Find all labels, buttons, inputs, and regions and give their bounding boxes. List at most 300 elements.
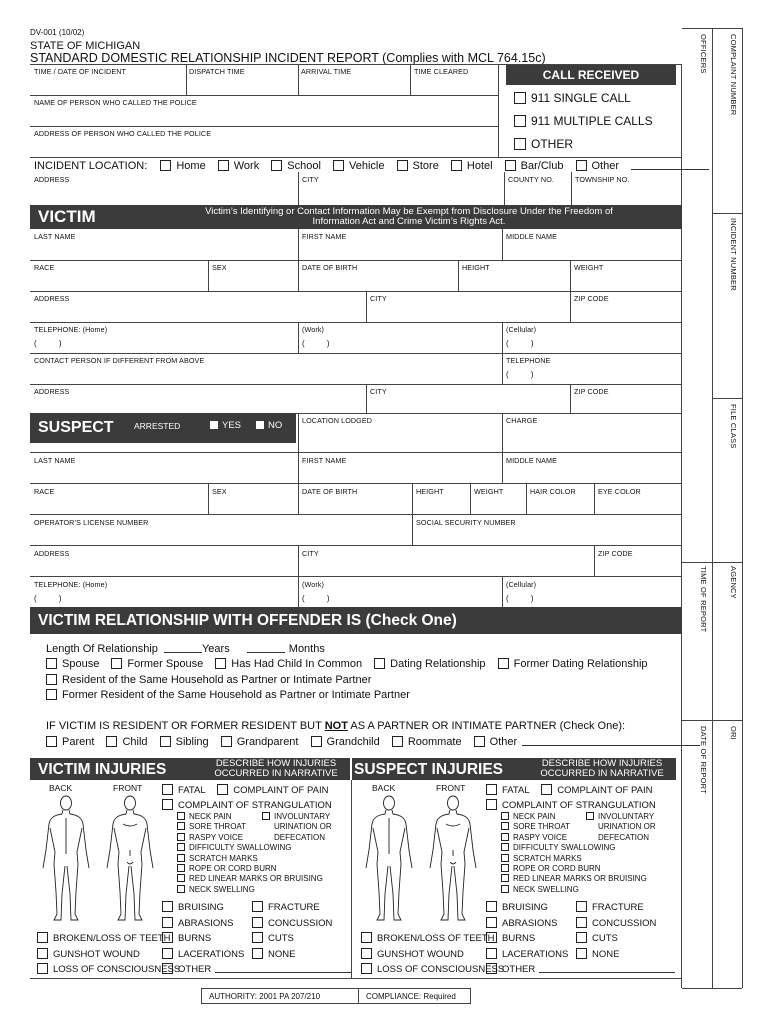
victim-height-label: HEIGHT <box>462 263 490 272</box>
suspect-back-body-diagram[interactable] <box>363 794 415 926</box>
checkbox[interactable] <box>576 160 587 171</box>
suspect-eye-label: EYE COLOR <box>598 487 641 496</box>
checkbox[interactable] <box>37 963 48 974</box>
injury-item[interactable] <box>37 962 180 978</box>
option-label: FATAL <box>502 785 530 796</box>
call-received-title: CALL RECEIVED <box>542 68 640 82</box>
victim-sex-label: SEX <box>212 263 227 272</box>
rel-resident[interactable] <box>46 674 371 686</box>
checkbox[interactable] <box>271 160 282 171</box>
checkbox[interactable] <box>486 901 497 912</box>
option-label: SORE THROAT <box>189 822 247 832</box>
loc-other-field[interactable] <box>631 160 709 170</box>
county-label: COUNTY NO. <box>508 175 554 184</box>
sign-item[interactable] <box>177 874 323 884</box>
victim-fatal[interactable] <box>162 785 206 796</box>
injury-item[interactable] <box>361 931 504 947</box>
option-label: Former Dating Relationship <box>513 658 648 670</box>
rule <box>30 452 682 453</box>
option-label: BURNS <box>502 933 536 945</box>
option-label: Resident of the Same Household as Partner or Intimate Partner <box>62 674 372 686</box>
sign-item[interactable] <box>501 874 647 884</box>
checkbox[interactable] <box>177 833 185 841</box>
checkbox[interactable] <box>501 833 509 841</box>
checkbox[interactable] <box>501 822 509 830</box>
rel-other[interactable] <box>474 736 518 748</box>
checkbox[interactable] <box>514 115 526 127</box>
option-label: INVOLUNTARY <box>274 812 331 821</box>
checkbox[interactable] <box>474 736 485 747</box>
suspect-injuries-title: SUSPECT INJURIES <box>354 761 504 778</box>
option-label: School <box>287 160 321 172</box>
suspect-strangulation[interactable] <box>486 799 656 811</box>
rule <box>298 229 299 260</box>
time-cleared-label: TIME CLEARED <box>414 67 469 76</box>
checkbox[interactable] <box>576 901 587 912</box>
checkbox[interactable] <box>576 932 587 943</box>
authority-text: AUTHORITY: 2001 PA 207/210 <box>209 992 321 1001</box>
checkbox[interactable] <box>160 736 171 747</box>
injury-item[interactable] <box>576 947 656 963</box>
option-label: URINATION OR <box>598 822 656 832</box>
sign-item[interactable] <box>177 843 323 853</box>
option-label: NO <box>268 420 283 431</box>
option-label: YES <box>222 420 242 431</box>
option-label: OTHER <box>178 964 212 976</box>
checkbox[interactable] <box>397 160 408 171</box>
option-label: FATAL <box>178 785 206 796</box>
sign-item[interactable] <box>501 885 647 895</box>
checkbox[interactable] <box>486 917 497 928</box>
ssn-label: SOCIAL SECURITY NUMBER <box>416 518 516 527</box>
victim-strangulation[interactable] <box>162 799 332 811</box>
option-911-multiple[interactable] <box>514 114 653 128</box>
side-rule <box>712 213 742 214</box>
loc-bar-club[interactable] <box>505 160 564 172</box>
area-code-field[interactable]: ( ) <box>506 370 534 379</box>
rule <box>298 322 299 353</box>
loc-store[interactable] <box>397 160 439 172</box>
relationship-row-1 <box>46 658 657 670</box>
checkbox[interactable] <box>586 812 594 820</box>
date-of-report-label: DATE OF REPORT <box>699 726 708 794</box>
sign-item[interactable] <box>501 854 647 864</box>
checkbox[interactable] <box>576 917 587 928</box>
injury-item[interactable] <box>361 962 504 978</box>
rule <box>498 64 499 157</box>
checkbox[interactable] <box>162 784 173 795</box>
suspect-injury-left <box>361 931 504 978</box>
injury-item[interactable] <box>576 931 656 947</box>
injury-item[interactable] <box>37 947 180 963</box>
rule <box>298 260 299 291</box>
sign-item[interactable] <box>177 864 323 874</box>
option-label: GUNSHOT WOUND <box>53 948 140 960</box>
sign-item[interactable] <box>501 864 647 874</box>
checkbox[interactable] <box>177 885 185 893</box>
checkbox[interactable] <box>501 885 509 893</box>
injury-item[interactable] <box>576 916 656 932</box>
option-label: ROPE OR CORD BURN <box>189 864 277 874</box>
victim-title: VICTIM <box>38 207 96 226</box>
suspect-involuntary[interactable] <box>586 812 656 843</box>
injury-item[interactable] <box>252 931 332 947</box>
checkbox[interactable] <box>162 799 173 810</box>
suspect-hair-label: HAIR COLOR <box>530 487 576 496</box>
suspect-complaint-pain[interactable] <box>541 785 652 796</box>
sign-item[interactable] <box>177 854 323 864</box>
rule <box>502 413 503 452</box>
suspect-front-label: FRONT <box>436 783 466 793</box>
relationship-header <box>30 607 682 634</box>
checkbox[interactable] <box>501 864 509 872</box>
victim-address-label: ADDRESS <box>34 294 70 303</box>
option-label: SCRATCH MARKS <box>513 853 582 863</box>
option-label: ABRASIONS <box>178 917 234 929</box>
option-label: OTHER <box>502 964 536 976</box>
checkbox[interactable] <box>252 932 263 943</box>
rule <box>208 483 209 514</box>
arrival-time-label: ARRIVAL TIME <box>301 67 352 76</box>
checkbox[interactable] <box>177 822 185 830</box>
form-title: STANDARD DOMESTIC RELATIONSHIP INCIDENT REPORT (Complies with MCL 764.15c) <box>30 51 546 65</box>
option-label: SCRATCH MARKS <box>189 853 258 863</box>
relationship-title: VICTIM RELATIONSHIP WITH OFFENDER IS (Check One) <box>38 612 457 629</box>
suspect-tel-cell-label: (Cellular) <box>506 580 537 589</box>
other-field[interactable] <box>539 963 675 973</box>
footer-box <box>201 988 471 1004</box>
checkbox[interactable] <box>361 948 372 959</box>
rule <box>502 452 503 483</box>
side-rule <box>682 720 742 721</box>
rule <box>298 413 299 452</box>
rule <box>412 514 413 545</box>
option-label: RED LINEAR MARKS OR BRUISING <box>513 874 647 884</box>
rule <box>358 989 359 1003</box>
victim-city-label: CITY <box>370 294 387 303</box>
checkbox[interactable] <box>541 784 552 795</box>
rule <box>504 172 505 205</box>
rule <box>298 483 299 514</box>
rule <box>366 384 367 413</box>
option-label: DIFFICULTY SWALLOWING <box>189 843 292 853</box>
victim-complaint-pain[interactable] <box>217 785 328 796</box>
suspect-injury-col2 <box>576 900 656 962</box>
injury-item[interactable] <box>37 931 180 947</box>
other-field[interactable] <box>215 963 351 973</box>
loc-home[interactable] <box>160 160 205 172</box>
option-label: OTHER <box>531 137 573 151</box>
rel-former-dating[interactable] <box>498 658 648 670</box>
side-rule <box>682 988 742 989</box>
checkbox[interactable] <box>221 736 232 747</box>
years-label: Years <box>201 643 230 655</box>
option-label: DEFECATION <box>598 832 649 842</box>
months-label: Months <box>288 643 325 655</box>
rule <box>470 483 471 514</box>
contact-zip-label: ZIP CODE <box>574 387 609 396</box>
checkbox[interactable] <box>46 674 57 685</box>
suspect-injuries-describe: DESCRIBE HOW INJURIES OCCURRED IN NARRATIVE <box>540 758 664 779</box>
option-label: GUNSHOT WOUND <box>377 948 464 960</box>
rule <box>30 384 682 385</box>
option-label: COMPLAINT OF PAIN <box>557 785 653 796</box>
checkbox[interactable] <box>451 160 462 171</box>
victim-zip-label: ZIP CODE <box>574 294 609 303</box>
rel-sibling[interactable] <box>160 736 209 748</box>
relationship-row-4 <box>46 736 700 748</box>
years-field[interactable] <box>164 643 202 653</box>
checkbox[interactable] <box>177 874 185 882</box>
dispatch-time-label: DISPATCH TIME <box>189 67 245 76</box>
option-label: COMPLAINT OF PAIN <box>233 785 329 796</box>
checkbox[interactable] <box>37 932 48 943</box>
victim-dob-label: DATE OF BIRTH <box>302 263 358 272</box>
rel-grandparent[interactable] <box>221 736 299 748</box>
length-label: Length Of Relationship <box>46 643 158 655</box>
option-label: NECK PAIN <box>513 812 556 821</box>
checkbox[interactable] <box>111 658 122 669</box>
rel-parent[interactable] <box>46 736 94 748</box>
option-label: NECK SWELLING <box>513 884 579 894</box>
call-received-header <box>506 65 676 85</box>
area-code-field[interactable]: ( ) <box>506 594 534 603</box>
suspect-back-label: BACK <box>372 783 396 793</box>
injury-item[interactable] <box>361 947 504 963</box>
rule <box>298 545 299 576</box>
option-label: Spouse <box>62 658 100 670</box>
rule <box>30 95 498 96</box>
area-code-field[interactable]: ( ) <box>302 594 330 603</box>
loc-vehicle[interactable] <box>333 160 384 172</box>
arrested-no[interactable] <box>256 420 282 431</box>
injury-item[interactable] <box>252 947 332 963</box>
suspect-zip-label: ZIP CODE <box>598 549 633 558</box>
suspect-header <box>30 413 296 443</box>
rel-former-spouse[interactable] <box>111 658 203 670</box>
checkbox[interactable] <box>333 160 344 171</box>
checkbox[interactable] <box>160 160 171 171</box>
victim-tel-work-label: (Work) <box>302 325 325 334</box>
loc-hotel[interactable] <box>451 160 493 172</box>
checkbox[interactable] <box>262 812 270 820</box>
side-rule <box>682 562 742 563</box>
compliance-text: COMPLIANCE: Required <box>366 992 456 1001</box>
victim-notice: Victim’s Identifying or Contact Information May be Exempt from Disclosure Under the Freedom of Information Act and Crime Victim’s Rights Act. <box>205 206 613 227</box>
officers-label: OFFICERS <box>699 34 708 74</box>
victim-tel-home-label: TELEPHONE: (Home) <box>34 325 108 334</box>
rule <box>30 291 682 292</box>
option-label: ROPE OR CORD BURN <box>513 864 601 874</box>
rel-spouse[interactable] <box>46 658 99 670</box>
checkbox[interactable] <box>177 854 185 862</box>
area-code-field[interactable]: ( ) <box>34 594 62 603</box>
area-code-field[interactable]: ( ) <box>506 339 534 348</box>
rule <box>366 291 367 322</box>
checkbox[interactable] <box>217 784 228 795</box>
rel-child-in-common[interactable] <box>215 658 362 670</box>
state-name: STATE OF MICHIGAN <box>30 40 141 52</box>
rule <box>570 260 571 291</box>
victim-race-label: RACE <box>34 263 55 272</box>
contact-telephone-label: TELEPHONE <box>506 356 551 365</box>
option-label: Other <box>489 736 518 748</box>
checkbox[interactable] <box>215 658 226 669</box>
injury-item[interactable] <box>162 962 351 978</box>
time-of-report-label: TIME OF REPORT <box>699 566 708 633</box>
checkbox[interactable] <box>218 160 229 171</box>
resident-question <box>46 720 625 732</box>
checkbox[interactable] <box>177 812 185 820</box>
checkbox[interactable] <box>361 963 372 974</box>
loc-work[interactable] <box>218 160 259 172</box>
rule <box>571 172 572 205</box>
checkbox[interactable] <box>37 948 48 959</box>
loc-school[interactable] <box>271 160 321 172</box>
charge-label: CHARGE <box>506 416 538 425</box>
victim-first-name-label: FIRST NAME <box>302 232 347 241</box>
rule <box>298 172 299 205</box>
option-label: DIFFICULTY SWALLOWING <box>513 843 616 853</box>
option-label: COMPLAINT OF STRANGULATION <box>502 800 656 811</box>
victim-injury-left <box>37 931 180 978</box>
victim-injury-col2 <box>252 900 332 962</box>
checkbox[interactable] <box>486 784 497 795</box>
option-label: RED LINEAR MARKS OR BRUISING <box>189 874 323 884</box>
option-911-single[interactable] <box>514 91 631 105</box>
loc-other[interactable] <box>576 160 620 172</box>
checkbox[interactable] <box>46 736 57 747</box>
contact-person-label: CONTACT PERSON IF DIFFERENT FROM ABOVE <box>34 356 205 365</box>
rule <box>458 260 459 291</box>
option-label: BROKEN/LOSS OF TEETH <box>377 933 495 944</box>
relationship-length-row <box>46 643 325 655</box>
rule <box>30 322 682 323</box>
checkbox[interactable] <box>498 658 509 669</box>
area-code-field[interactable]: ( ) <box>34 339 62 348</box>
checkbox[interactable] <box>374 658 385 669</box>
checkbox[interactable] <box>162 901 173 912</box>
option-label: LOSS OF CONSCIOUSNESS <box>53 964 181 976</box>
option-label: Bar/Club <box>520 160 564 172</box>
checkbox[interactable] <box>162 917 173 928</box>
rule <box>410 64 411 95</box>
checkbox[interactable] <box>177 864 185 872</box>
injury-item[interactable] <box>486 962 675 978</box>
checkbox[interactable] <box>392 736 403 747</box>
option-label: 911 MULTIPLE CALLS <box>531 114 653 128</box>
checkbox[interactable] <box>256 421 264 429</box>
option-label: FRACTURE <box>592 902 644 913</box>
option-label: NECK PAIN <box>189 812 232 821</box>
option-label: COMPLAINT OF STRANGULATION <box>178 800 332 811</box>
checkbox[interactable] <box>501 854 509 862</box>
option-label: CONCUSSION <box>592 917 657 929</box>
suspect-weight-label: WEIGHT <box>474 487 504 496</box>
rule <box>208 260 209 291</box>
rule <box>502 229 503 260</box>
victim-involuntary[interactable] <box>262 812 332 843</box>
checkbox[interactable] <box>311 736 322 747</box>
checkbox[interactable] <box>46 658 57 669</box>
option-label: LOSS OF CONSCIOUSNESS <box>377 964 505 976</box>
rel-roommate[interactable] <box>392 736 462 748</box>
checkbox[interactable] <box>576 948 587 959</box>
checkbox[interactable] <box>252 948 263 959</box>
suspect-front-body-diagram[interactable] <box>426 794 480 926</box>
checkbox[interactable] <box>514 138 526 150</box>
checkbox[interactable] <box>177 843 185 851</box>
option-label: Grandparent <box>236 736 299 748</box>
option-label: LACERATIONS <box>502 948 569 960</box>
checkbox[interactable] <box>361 932 372 943</box>
file-class-label: FILE CLASS <box>729 404 738 449</box>
sign-item[interactable] <box>177 885 323 895</box>
area-code-field[interactable]: ( ) <box>302 339 330 348</box>
rel-grandchild[interactable] <box>311 736 380 748</box>
option-label: DEFECATION <box>274 832 325 842</box>
checkbox[interactable] <box>501 812 509 820</box>
victim-last-name-label: LAST NAME <box>34 232 76 241</box>
rel-child[interactable] <box>106 736 147 748</box>
injury-item[interactable] <box>252 916 332 932</box>
checkbox[interactable] <box>252 901 263 912</box>
option-label: Grandchild <box>326 736 380 748</box>
incident-location-row <box>34 160 709 172</box>
rel-other-field[interactable] <box>522 736 700 746</box>
rule <box>30 157 682 158</box>
rule <box>186 64 187 95</box>
victim-front-label: FRONT <box>113 783 143 793</box>
rule <box>298 64 299 95</box>
side-edge <box>742 28 743 988</box>
victim-back-body-diagram[interactable] <box>40 794 92 926</box>
option-label: URINATION OR <box>274 822 332 832</box>
checkbox[interactable] <box>252 917 263 928</box>
checkbox[interactable] <box>106 736 117 747</box>
victim-weight-label: WEIGHT <box>574 263 604 272</box>
option-label: Has Had Child In Common <box>231 658 363 670</box>
checkbox[interactable] <box>46 689 57 700</box>
option-label: NONE <box>268 948 296 960</box>
arrested-yes[interactable] <box>210 420 241 431</box>
checkbox[interactable] <box>505 160 516 171</box>
checkbox[interactable] <box>501 843 509 851</box>
months-field[interactable] <box>247 643 285 653</box>
checkbox[interactable] <box>486 799 497 810</box>
rule <box>30 576 682 577</box>
victim-front-body-diagram[interactable] <box>103 794 157 926</box>
rel-former-resident[interactable] <box>46 689 410 701</box>
sign-item[interactable] <box>501 843 647 853</box>
suspect-tel-home-label: TELEPHONE: (Home) <box>34 580 108 589</box>
suspect-fatal[interactable] <box>486 785 530 796</box>
rule <box>296 413 682 414</box>
suspect-middle-name-label: MIDDLE NAME <box>506 456 558 465</box>
rel-dating[interactable] <box>374 658 485 670</box>
option-label: Other <box>591 160 620 172</box>
side-rule <box>712 398 742 399</box>
checkbox[interactable] <box>514 92 526 104</box>
checkbox[interactable] <box>210 421 218 429</box>
rule <box>30 978 682 979</box>
option-label: LACERATIONS <box>178 948 245 960</box>
option-other-call[interactable] <box>514 137 573 151</box>
checkbox[interactable] <box>501 874 509 882</box>
incident-number-label: INCIDENT NUMBER <box>729 218 738 291</box>
injury-item[interactable] <box>252 900 332 916</box>
injury-item[interactable] <box>576 900 656 916</box>
